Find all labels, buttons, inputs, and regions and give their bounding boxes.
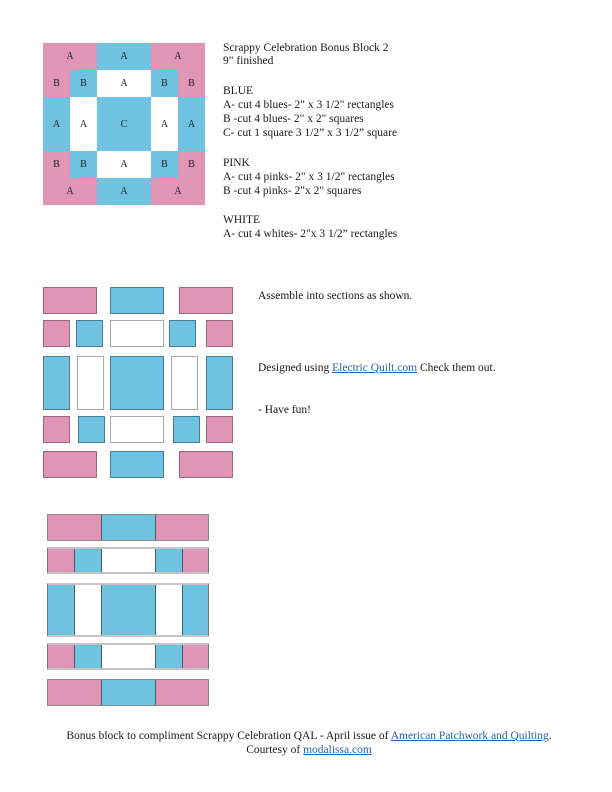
section-strip-4 bbox=[47, 643, 209, 670]
strip-segment-blue bbox=[48, 585, 75, 635]
fabric-piece-blue bbox=[110, 287, 164, 314]
fabric-piece-blue bbox=[173, 416, 200, 443]
fabric-piece-blue bbox=[110, 356, 164, 410]
block-tile-blue: A bbox=[97, 43, 151, 70]
designed-prefix: Designed using bbox=[258, 362, 333, 374]
modalissa-link[interactable]: modalissa.com bbox=[303, 744, 372, 756]
fabric-piece-pink bbox=[43, 320, 70, 347]
electric-quilt-link[interactable]: Electric Quilt.com bbox=[332, 362, 418, 374]
strip-segment-pink bbox=[48, 645, 75, 668]
strip-segment-pink bbox=[48, 515, 102, 540]
fabric-piece-pink bbox=[206, 416, 233, 443]
block-tile-blue: B bbox=[151, 151, 178, 178]
pink-cut-b: B -cut 4 pinks- 2"x 2" squares bbox=[223, 185, 362, 197]
strip-segment-white bbox=[102, 549, 156, 572]
fabric-piece-blue bbox=[78, 416, 105, 443]
block-size: 9" finished bbox=[223, 55, 274, 67]
strip-segment-white bbox=[156, 585, 183, 635]
block-tile-blue: B bbox=[70, 151, 97, 178]
fabric-piece-pink bbox=[43, 451, 97, 478]
fabric-piece-white bbox=[110, 320, 164, 347]
blue-heading: BLUE bbox=[223, 85, 254, 97]
strip-segment-blue bbox=[102, 515, 156, 540]
designed-note bbox=[258, 362, 496, 375]
strip-segment-white bbox=[75, 585, 102, 635]
white-cut-a: A- cut 4 whites- 2"x 3 1/2” rectangles bbox=[223, 228, 398, 240]
block-tile-blue: A bbox=[97, 178, 151, 205]
fabric-piece-blue bbox=[110, 451, 164, 478]
block-tile-pink: B bbox=[178, 70, 205, 97]
block-tile-pink: B bbox=[43, 70, 70, 97]
strip-segment-blue bbox=[156, 645, 183, 668]
strip-segment-blue bbox=[75, 645, 102, 668]
fabric-piece-blue bbox=[43, 356, 70, 410]
strip-segment-blue bbox=[156, 549, 183, 572]
fabric-piece-white bbox=[77, 356, 104, 410]
footer-line-2 bbox=[0, 744, 612, 757]
strip-segment-pink bbox=[48, 549, 75, 572]
assemble-note: Assemble into sections as shown. bbox=[258, 290, 413, 302]
block-tile-blue: B bbox=[151, 70, 178, 97]
footer-suffix: . bbox=[548, 730, 552, 742]
block-tile-white: A bbox=[70, 97, 97, 151]
strip-segment-blue bbox=[102, 680, 156, 705]
section-strip-5 bbox=[47, 679, 209, 706]
footer-prefix: Bonus block to compliment Scrappy Celebration QAL - April issue of bbox=[66, 730, 391, 742]
strip-segment-pink bbox=[156, 515, 208, 540]
have-fun-note: - Have fun! bbox=[258, 404, 312, 416]
courtesy-prefix: Courtesy of bbox=[246, 744, 304, 756]
fabric-piece-pink bbox=[179, 287, 233, 314]
strip-segment-white bbox=[102, 645, 156, 668]
finished-block-diagram bbox=[43, 43, 205, 205]
block-tile-blue: B bbox=[70, 70, 97, 97]
fabric-piece-white bbox=[110, 416, 164, 443]
fabric-piece-blue bbox=[169, 320, 196, 347]
blue-cut-b: B -cut 4 blues- 2" x 2" squares bbox=[223, 113, 364, 125]
fabric-piece-pink bbox=[43, 416, 70, 443]
fabric-piece-pink bbox=[179, 451, 233, 478]
blue-cut-c: C- cut 1 square 3 1/2” x 3 1/2” square bbox=[223, 127, 398, 139]
section-strip-3 bbox=[47, 583, 209, 637]
block-tile-blue: C bbox=[97, 97, 151, 151]
strip-segment-pink bbox=[183, 645, 208, 668]
block-tile-pink: B bbox=[43, 151, 70, 178]
fabric-piece-pink bbox=[206, 320, 233, 347]
block-tile-white: A bbox=[151, 97, 178, 151]
section-strip-1 bbox=[47, 514, 209, 541]
strip-segment-pink bbox=[183, 549, 208, 572]
block-tile-pink: A bbox=[43, 178, 97, 205]
fabric-piece-blue bbox=[206, 356, 233, 410]
footer-line-1 bbox=[0, 730, 612, 743]
block-tile-pink: B bbox=[178, 151, 205, 178]
strip-segment-blue bbox=[102, 585, 156, 635]
block-tile-white: A bbox=[97, 70, 151, 97]
block-tile-white: A bbox=[97, 151, 151, 178]
apq-link[interactable]: American Patchwork and Quilting bbox=[390, 730, 549, 742]
fabric-piece-white bbox=[171, 356, 198, 410]
pink-heading: PINK bbox=[223, 157, 250, 169]
block-tile-pink: A bbox=[151, 43, 205, 70]
strip-segment-pink bbox=[48, 680, 102, 705]
block-tile-blue: A bbox=[178, 97, 205, 151]
fabric-piece-blue bbox=[76, 320, 103, 347]
strip-segment-blue bbox=[75, 549, 102, 572]
designed-suffix: Check them out. bbox=[417, 362, 496, 374]
section-strip-2 bbox=[47, 547, 209, 574]
white-heading: WHITE bbox=[223, 214, 261, 226]
block-title: Scrappy Celebration Bonus Block 2 bbox=[223, 42, 389, 54]
blue-cut-a: A- cut 4 blues- 2" x 3 1/2" rectangles bbox=[223, 99, 394, 111]
strip-segment-blue bbox=[183, 585, 208, 635]
fabric-piece-pink bbox=[43, 287, 97, 314]
block-tile-pink: A bbox=[43, 43, 97, 70]
pink-cut-a: A- cut 4 pinks- 2" x 3 1/2" rectangles bbox=[223, 171, 395, 183]
block-tile-blue: A bbox=[43, 97, 70, 151]
strip-segment-pink bbox=[156, 680, 208, 705]
block-tile-pink: A bbox=[151, 178, 205, 205]
